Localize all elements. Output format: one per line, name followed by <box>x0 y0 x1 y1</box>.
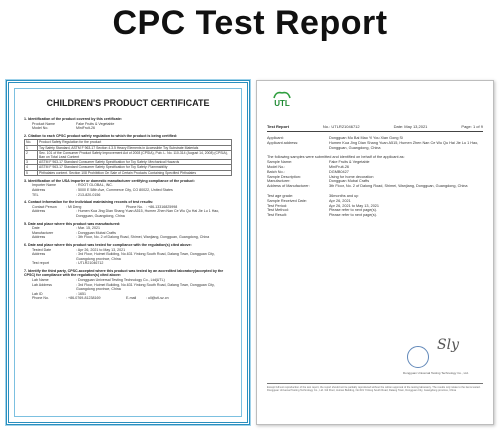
product-name-label: Product Name <box>32 121 55 126</box>
lab-address-value: : 3rd Floor, Huimei Building, No.631 Yinlong South Road, Dalang Town, Dongguan City, Guangdong province, China <box>76 282 215 292</box>
test-result-label: Test Result: <box>267 213 287 218</box>
header-divider <box>267 131 483 132</box>
section-4-heading: 4. Contact Information for the individual maintaining records of test results: <box>24 200 154 205</box>
product-name-value: Fake Fruits & Vegetable <box>76 121 115 126</box>
table-cell: ASTM F 963-17 Standard Consumer Safety Specification for Toy Safety: Mechanical Hazards <box>38 160 232 165</box>
applicant-address-label: Applicant address: <box>267 140 299 145</box>
sample-description-label: Sample Description: <box>267 174 301 179</box>
batch-label: Batch No.: <box>267 169 285 174</box>
test-report-value: : UTLR21046712 <box>76 261 104 266</box>
sample-name-label: Sample Name: <box>267 160 293 165</box>
received-date-value: Apr 26, 2021 <box>329 198 351 203</box>
test-method-label: Test Method: <box>267 208 289 213</box>
model-label: Model No. <box>32 126 49 131</box>
page-number: Page: 1 of 9 <box>461 124 483 129</box>
report-date: Date: May 13,2021 <box>393 124 428 129</box>
lab-phone-label: Phone No. <box>32 296 49 301</box>
manufacturer-address-label: Address of Manufacturer: <box>267 184 310 189</box>
table-cell: 3 <box>25 160 38 165</box>
section-6-heading: 6. Date and place where this product was tested for compliance with the regulation(s) cited above: <box>24 242 192 247</box>
test-report-label: Test report <box>32 261 49 266</box>
contact-address-label: Address <box>32 209 46 214</box>
model-value: MiniFruit-26 <box>76 126 95 131</box>
manufacturer-address-value: 3th Floor, No. 2 of Dalong Road, Shimei, Wanjiang, Dongguan, Guangdong, China <box>329 184 468 189</box>
test-age-label: Test age grade: <box>267 193 294 198</box>
manufacturer-address-label: Address <box>32 235 46 240</box>
tel-label: TEL <box>32 192 39 197</box>
contact-person-label: Contact Person <box>32 204 57 209</box>
email-value: : ull@utl-sz.cn <box>146 296 169 301</box>
table-cell: Phthalates content. Section 108 Prohibition On Sale of Certain Products Containing Specified Phthalates <box>38 170 232 175</box>
test-address-label: Address <box>32 252 46 257</box>
report-number: No.: UTLR21046712 <box>322 124 360 129</box>
test-period-label: Test Period: <box>267 203 288 208</box>
tested-date-value: : Apr 26, 2021 to May 13, 2021 <box>76 247 126 252</box>
tel-value: : 213-820-0156 <box>76 192 101 197</box>
report-body <box>267 136 483 218</box>
manufacturer-label: Manufacturer <box>32 230 54 235</box>
importer-label: Importer Name <box>32 183 56 188</box>
table-header-cell: Product Safety Regulation for the product <box>38 140 232 145</box>
table-header-cell: No. <box>25 140 38 145</box>
table-row <box>25 150 232 159</box>
lab-id-label: Lab ID <box>32 291 43 296</box>
table-cell: Toy Safety Standard, ASTM F 963-17 Section 4.3.5 Heavy Elements in Accessible Toy Substrate Materials <box>38 145 232 150</box>
received-date-label: Sample Received Date: <box>267 198 307 203</box>
table-cell: ASTM F 963-17 Standard Consumer Safety Specification for Toy Safety: Flammability <box>38 165 232 170</box>
importer-value: : ROOT GLOBAL, INC. <box>76 183 113 188</box>
section-7-heading: 7. Identify the third party, CPSC-accepted where this product was tested by an accredited laboratory(accepted by the CPSC) for compliance with the regulation(s) cited above: <box>24 268 224 278</box>
applicant-value: Dongguan Mu Bai Mao Yi You Xian Gong Si <box>329 136 403 140</box>
table-row <box>25 170 232 175</box>
applicant-label: Applicant: <box>267 136 284 140</box>
model-value: MiniFruit-26 <box>329 164 350 169</box>
applicant-address-value: Humen Kua Jing Dian Shang Yuan A515, Humen Zhen Nan Ce Wu Qu Hai Jie Lu 1 Hao, Dongguan, Guangdong, China <box>329 140 479 150</box>
table-cell: 2 <box>25 150 38 159</box>
manufacturer-label: Manufacturer: <box>267 179 291 184</box>
test-report-page <box>256 80 494 425</box>
test-address-value: : 3rd Floor, Huimei Building, No.631 Yinlong South Road, Dalang Town, Dongguan City, Guangdong province, China <box>76 252 215 261</box>
lab-name-value: : Dongguan Universal Testing Technology Co., Ltd(UTL) <box>76 278 165 283</box>
test-report-label: Test Report <box>267 124 289 129</box>
test-result-value: Please refer to next page(s). <box>329 213 377 218</box>
section-5-heading: 5. Date and place where this product was manufactured: <box>24 221 121 226</box>
lab-id-value: : 1651 <box>76 291 86 296</box>
email-label: E-mail <box>126 296 137 301</box>
lab-stamp-icon <box>407 346 429 368</box>
childrens-product-certificate <box>6 80 250 425</box>
sample-description-value: Using for home decoration <box>329 174 374 179</box>
signature-caption: Dongguan Universal Testing Technology Co., Ltd. <box>403 371 469 375</box>
section-2-heading: 2. Citation to each CPSC product safety regulation to which the product is being certified: <box>24 133 178 138</box>
test-age-value: 36months and up <box>329 193 359 198</box>
page-title: CPC Test Report <box>112 4 388 42</box>
lab-phone-value: : +86-0769-81238169 <box>66 296 101 301</box>
model-label: Model No.: <box>267 164 286 169</box>
test-period-value: Apr 26, 2021 to May 13, 2021 <box>329 203 380 208</box>
utl-logo-text: UTL <box>274 99 290 108</box>
test-method-value: Please refer to next page(s). <box>329 208 377 213</box>
phone-value: : +86-13316825998 <box>146 204 178 209</box>
footer-divider <box>267 383 483 384</box>
manufacturer-value: Dongguan Mubai Crafts <box>329 179 370 184</box>
utl-logo-icon <box>271 89 293 111</box>
sample-name-value: Fake Fruits & Vegetable <box>329 160 370 165</box>
signature: Sly <box>437 337 459 353</box>
section-3-heading: 3. Identification of the USA importer or domestic manufacturer certifying compliance of the product: <box>24 178 195 183</box>
tested-date-label: Tested Date <box>32 247 52 252</box>
certificate-heading: CHILDREN'S PRODUCT CERTIFICATE <box>46 98 210 108</box>
manufacture-date-label: Date <box>32 226 40 231</box>
manufacture-date-value: : Mar. 15, 2021 <box>76 226 100 231</box>
manufacturer-address-value: : 3th Floor, No. 2 of Dalong Road, Shimei, Wanjiang, Dongguan, Guangdong, China <box>76 235 210 240</box>
batch-value: DGMB0427 <box>329 169 349 174</box>
lab-address-label: Lab Address <box>32 282 52 287</box>
importer-address-value: : 5000 E 58th Ave, Commerce City, CO 80022, United States <box>76 187 173 192</box>
report-header <box>267 125 483 130</box>
contact-person-value: : Mi Deng <box>66 204 82 209</box>
table-cell: Sec. 101 of the Consumer Product Safety Improvement Act of 2008 (CPSIA), Pub. L. No. 110-314 (August 14, 2008) (CPSIA), Ban on Total Lead Content <box>38 150 232 159</box>
table-cell: 1 <box>25 145 38 150</box>
table-cell: 4 <box>25 165 38 170</box>
contact-address-value: : Humen Kua Jing Dian Shang Yuan A515, Humen Zhen Nan Ce Wu Qu Hai Jie Lu 1 Hao, Dongguan, Guangdong, China <box>76 209 220 218</box>
report-footer: Except full text reproduction of the test report, the report should not be partially reproduced without the written approval of the testing laboratory. The results only relate to the items tested. Dongguan Universal Testing Technology Co., Ltd. 3rd Floor, Huimei Building, No.631 Yinlong South Road, Dalang Town, Dongguan City, Guangdong province, China <box>267 386 481 393</box>
phone-label: Phone No. <box>126 204 143 209</box>
importer-address-label: Address <box>32 187 46 192</box>
manufacturer-value: : Dongguan Mubai Crafts <box>76 230 116 235</box>
lab-name-label: Lab Name <box>32 278 49 283</box>
table-cell: 5 <box>25 170 38 175</box>
intro-text: The following samples were submitted and identified on behalf of the applicant as: <box>267 155 405 160</box>
section-1-heading: 1. Identification of the product covered by this certificate: <box>24 117 123 121</box>
regulations-table <box>24 139 232 175</box>
